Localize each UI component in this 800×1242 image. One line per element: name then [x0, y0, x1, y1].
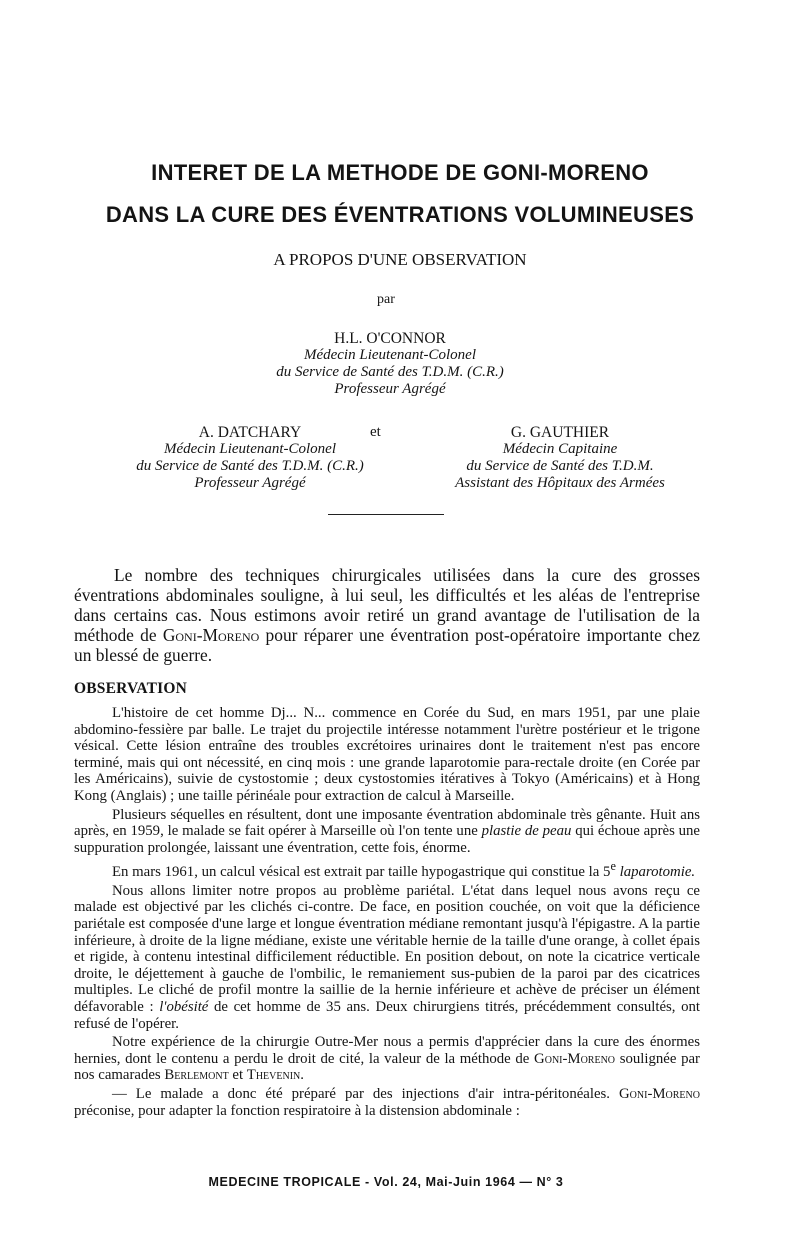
paragraph-calculus: [74, 858, 700, 881]
paragraph-parietal-emphasis: l'obésité: [159, 999, 209, 1016]
paragraph-sequelae-text-b: qui échoue après une suppuration prolongée, laissant une éventration, cette fois, énorme.: [74, 823, 700, 856]
paragraph-calculus-emphasis: laparotomie.: [619, 864, 696, 881]
right-author-rank: Médecin Capitaine: [502, 441, 618, 457]
left-author-rank: Médecin Lieutenant-Colonel: [163, 441, 337, 457]
author-name-berlemont: Berlemont: [164, 1067, 229, 1084]
main-author: [240, 330, 540, 398]
paragraph-sequelae-text-a: Plusieurs séquelles en résultent, dont une imposante éventration abdominale très gênante. Huit ans après, en 1959, le malade se fait opérer à Marseille où l'on tente une: [74, 806, 700, 840]
paragraph-calculus-text: En mars 1961, un calcul vésical est extrait par taille hypogastrique qui constitue la 5: [112, 864, 611, 881]
abstract-part-1: Le nombre des techniques chirurgicales utilisées dans la cure des grosses éventrations abdominales souligne, à lui seul, les difficultés et les aléas de l'entreprise dans certains cas. Nous estimons avoir retiré un grand avantage de l'utilisation de la méthode de: [74, 565, 700, 645]
right-author-name: G. GAUTHIER: [510, 424, 610, 441]
paragraph-sequelae-emphasis: plastie de peau: [481, 823, 572, 840]
right-author-service: du Service de Santé des T.D.M.: [466, 458, 654, 474]
title-line-2: DANS LA CURE DES ÉVENTRATIONS VOLUMINEUSES: [105, 202, 695, 227]
separator-rule: [328, 514, 444, 515]
subtitle: A PROPOS D'UNE OBSERVATION: [273, 250, 527, 269]
observation-body: [74, 705, 700, 1121]
paragraph-preparation: [74, 1086, 700, 1119]
paragraph-parietal-text-a: Nous allons limiter notre propos au problème pariétal. L'état dans lequel nous avons reçu ce malade est objectivé par les clichés ci-contre. De face, en position couchée, on voit que la déficience pariétale est composée d'une large et longue éventration médiane remontant jusqu'à l'épigastre. A la partie inférieure, à droite de la ligne médiane, existe une véritable hernie de la taille d'une orange, à collet épais et rigide, à contenu intestinal difficilement réductible. En position debout, on note la cicatrice verticale droite, le déjettement à gauche de l'ombilic, le remaniement sus-pubien de la paroi par des cicatrices multiples. Le cliché de profil montre la saillie de la hernie inférieure et achève de préciser un élément défavorable :: [74, 882, 700, 1016]
abstract: [74, 565, 700, 665]
abstract-method-name: Goni-Moreno: [162, 625, 260, 645]
right-author-title: Assistant des Hôpitaux des Armées: [455, 475, 665, 491]
left-author-name: A. DATCHARY: [198, 424, 302, 441]
left-author-title: Professeur Agrégé: [194, 475, 306, 491]
paragraph-experience-text-d: .: [300, 1067, 304, 1084]
paragraph-experience: [74, 1034, 700, 1084]
ordinal-superscript: e: [610, 859, 616, 874]
main-author-name: H.L. O'CONNOR: [334, 330, 446, 347]
author-name-thevenin: Thevenin: [246, 1067, 301, 1084]
main-author-service: du Service de Santé des T.D.M. (C.R.): [276, 364, 504, 380]
main-author-rank: Médecin Lieutenant-Colonel: [303, 347, 477, 363]
title-line-1: INTERET DE LA METHODE DE GONI-MORENO: [151, 160, 649, 185]
left-author: [60, 424, 440, 492]
journal-footer: MEDECINE TROPICALE - Vol. 24, Mai-Juin 1964 — N° 3: [208, 1175, 564, 1189]
paragraph-experience-text-a: Notre expérience de la chirurgie Outre-Mer nous a permis d'apprécier dans la cure des énormes hernies, dont le contenu a perdu le droit de cité, la valeur de la méthode de: [74, 1034, 700, 1067]
left-author-service: du Service de Santé des T.D.M. (C.R.): [136, 458, 364, 474]
by-line: par: [377, 292, 395, 307]
section-heading-observation: OBSERVATION: [74, 680, 188, 697]
paragraph-preparation-text-a: — Le malade a donc été préparé par des injections d'air intra-péritonéales.: [112, 1085, 619, 1102]
paragraph-experience-text-b: soulignée par nos camarades: [74, 1050, 700, 1084]
paragraph-sequelae: [74, 807, 700, 857]
main-author-title: Professeur Agrégé: [334, 381, 446, 397]
paragraph-history: L'histoire de cet homme Dj... N... commence en Corée du Sud, en mars 1951, par une plaie abdomino-fessière par balle. Le trajet du projectile intéresse notamment l'urètre postérieur et le trigone vésical. Cette lésion entraîne des troubles excrétoires urinaires dont le traitement n'est pas encore terminé, mais qui ont nécessité, en cinq mois : une grande laparotomie para-rectale droite (en Corée par les Américains), suivie de cystostomie ; deux cystostomies itératives à Tokyo (Américains) et à Hong Kong (Anglais) ; une taille périnéale pour extraction de calcul à Marseille.: [74, 705, 700, 804]
paragraph-preparation-text-b: préconise, pour adapter la fonction respiratoire à la distension abdominale :: [74, 1102, 520, 1119]
method-name-2: Goni-Moreno: [619, 1085, 700, 1102]
paragraph-experience-text-c: et: [228, 1067, 247, 1084]
author-conjunction: et: [370, 424, 381, 440]
right-author: [405, 424, 715, 492]
method-name: Goni-Moreno: [534, 1050, 616, 1067]
paragraph-parietal-text-b: de cet homme de 35 ans. Deux chirurgiens titrés, précédemment consultés, ont refusé de l'opérer.: [74, 999, 700, 1032]
abstract-part-2: pour réparer une éventration post-opératoire importante chez un blessé de guerre.: [74, 625, 700, 665]
paragraph-parietal: [74, 883, 700, 1032]
